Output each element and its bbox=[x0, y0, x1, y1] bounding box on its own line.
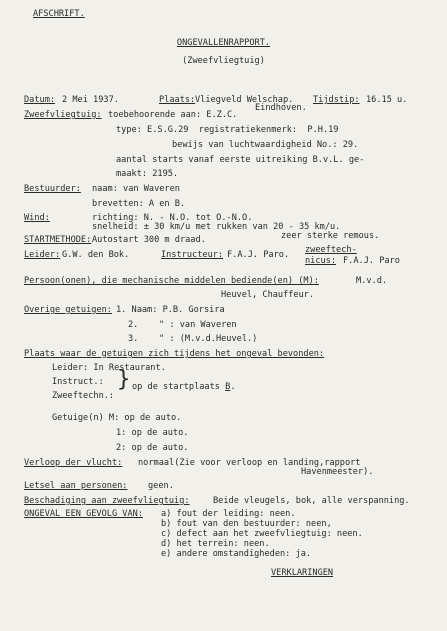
personen-label: Persoon(onen), die mechanische middelen bediende(en) (M): bbox=[24, 276, 319, 286]
getuigen-line2: 2. " : van Waveren bbox=[128, 320, 237, 330]
ongeval-c: c) defect aan het zweefvliegtuig: neen. bbox=[161, 529, 363, 539]
plaats-getuigen-getuige-2: 2: op de auto. bbox=[116, 443, 189, 453]
zweeftechnicus-label-2: nicus: bbox=[305, 256, 337, 266]
report-title: ONGEVALLENRAPPORT. bbox=[176, 38, 271, 48]
plaats-getuigen-zweeftechn: Zweeftechn.: bbox=[52, 391, 115, 401]
plaats-getuigen-startplaats: op de startplaats B. bbox=[132, 382, 236, 392]
instructeur-label: Instructeur: bbox=[161, 250, 224, 260]
letsel-label: Letsel aan personen: bbox=[24, 481, 128, 491]
leider-value: G.W. den Bok. bbox=[62, 250, 130, 260]
zweefvliegtuig-line1: toebehoorende aan: E.Z.C. bbox=[108, 110, 238, 120]
plaats-value: Vliegveld Welschap. bbox=[195, 95, 294, 105]
datum-value: 2 Mei 1937. bbox=[62, 95, 119, 105]
afschrift-label: AFSCHRIFT. bbox=[33, 9, 85, 19]
getuigen-line3: 3. " : (M.v.d.Heuvel.) bbox=[128, 334, 258, 344]
leider-label: Leider: bbox=[24, 250, 61, 260]
plaats-getuigen-label: Plaats waar de getuigen zich tijdens het ongeval bevonden: bbox=[24, 349, 325, 359]
letsel-value: geen. bbox=[148, 481, 174, 491]
plaats-getuigen-leider: Leider: In Restaurant. bbox=[52, 363, 166, 373]
wind-line2: snelheid: ± 30 km/u met rukken van 20 - 35 km/u. bbox=[92, 222, 341, 232]
plaats-getuigen-instruct: Instruct.: bbox=[52, 377, 104, 387]
ongeval-d: d) het terrein: neen. bbox=[161, 539, 270, 549]
plaats-sub: Eindhoven. bbox=[255, 103, 307, 113]
verklaringen-heading: VERKLARINGEN bbox=[271, 568, 334, 578]
ongeval-b: b) fout van den bestuurder: neen, bbox=[161, 519, 332, 529]
instructeur-value: F.A.J. Paro. bbox=[227, 250, 290, 260]
personen-value-1: M.v.d. bbox=[356, 276, 388, 286]
startmethode-label: STARTMETHODE: bbox=[24, 235, 92, 245]
zweefvliegtuig-line4: aantal starts vanaf eerste uitreiking B.v.L. ge- bbox=[116, 155, 365, 165]
wind-line1: richting: N. - N.O. tot O.-N.O. bbox=[92, 213, 253, 223]
zweefvliegtuig-line5: maakt: 2195. bbox=[116, 169, 179, 179]
plaats-getuigen-getuige-1: 1: op de auto. bbox=[116, 428, 189, 438]
verloop-label: Verloop der vlucht: bbox=[24, 458, 123, 468]
personen-value-2: Heuvel, Chauffeur. bbox=[221, 290, 315, 300]
wind-label: Wind: bbox=[24, 213, 50, 223]
verloop-value-2: Havenmeester). bbox=[301, 467, 374, 477]
zweefvliegtuig-line2: type: E.S.G.29 registratiekenmerk: P.H.19 bbox=[116, 125, 339, 135]
tijdstip-label: Tijdstip: bbox=[313, 95, 360, 105]
beschadiging-value: Beide vleugels, bok, alle verspanning. bbox=[213, 496, 410, 506]
datum-label: Datum: bbox=[24, 95, 56, 105]
wind-line3: zeer sterke remous. bbox=[281, 231, 380, 241]
brace-symbol: } bbox=[117, 367, 131, 392]
getuigen-line1: 1. Naam: P.B. Gorsira bbox=[116, 305, 225, 315]
zweefvliegtuig-line3: bewijs van luchtwaardigheid No.: 29. bbox=[172, 140, 359, 150]
zweeftechnicus-label-1: zweeftech- bbox=[305, 245, 357, 255]
report-subtitle: (Zweefvliegtuig) bbox=[182, 56, 265, 66]
ongeval-e: e) andere omstandigheden: ja. bbox=[161, 549, 312, 559]
zweeftechnicus-value: F.A.J. Paro bbox=[343, 256, 400, 266]
tijdstip-value: 16.15 u. bbox=[366, 95, 408, 105]
ongeval-label: ONGEVAL EEN GEVOLG VAN: bbox=[24, 509, 143, 519]
ongeval-a: a) fout der leiding: neen. bbox=[161, 509, 296, 519]
plaats-getuigen-getuige-m: Getuige(n) M: op de auto. bbox=[52, 413, 182, 423]
beschadiging-label: Beschadiging aan zweefvliegtuig: bbox=[24, 496, 190, 506]
bestuurder-label: Bestuurder: bbox=[24, 184, 81, 194]
verloop-value: normaal(Zie voor verloop en landing,rapport bbox=[138, 458, 361, 468]
bestuurder-line1: naam: van Waveren bbox=[92, 184, 180, 194]
getuigen-label: Overige getuigen: bbox=[24, 305, 112, 315]
plaats-label: Plaats: bbox=[159, 95, 196, 105]
zweefvliegtuig-label: Zweefvliegtuig: bbox=[24, 110, 102, 120]
bestuurder-line2: brevetten: A en B. bbox=[92, 199, 186, 209]
startmethode-value: Autostart 300 m draad. bbox=[92, 235, 206, 245]
